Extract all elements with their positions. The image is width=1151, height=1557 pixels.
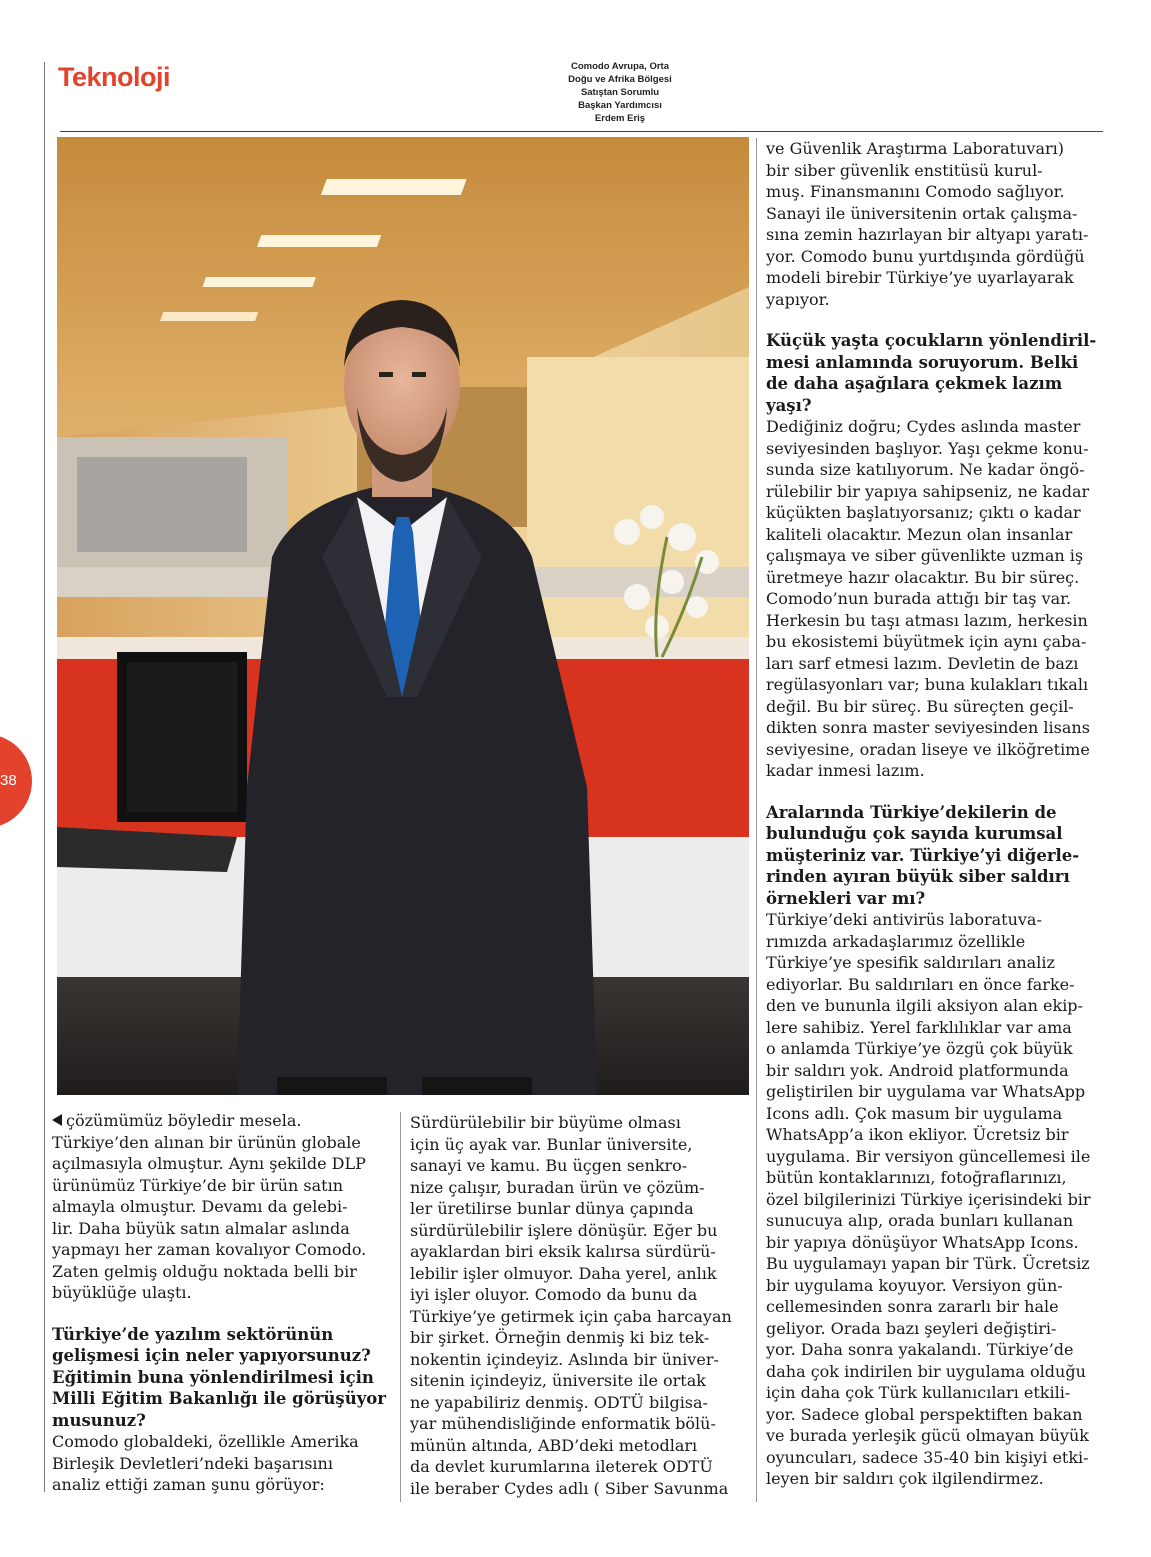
text-line: Herkesin bu taşı atması lazım, herkesin	[766, 610, 1088, 630]
caption-line: Başkan Yardımcısı	[578, 100, 662, 111]
text-line: daha çok indirilen bir uygulama olduğu	[766, 1361, 1086, 1381]
text-line: iyi işler oluyor. Comodo da bunu da	[410, 1285, 698, 1304]
continuation-arrow-icon	[52, 1114, 62, 1126]
text-line: modeli birebir Türkiye’ye uyarlayarak	[766, 268, 1074, 287]
photo-caption	[540, 60, 700, 125]
text-line: seviyesinden başlıyor. Yaşı çekme konu-	[766, 438, 1089, 458]
text-line: ve burada yerleşik gücü olmayan büyük	[766, 1426, 1089, 1445]
text-line: Sürdürülebilir bir büyüme olması	[410, 1113, 681, 1132]
text-line: regülasyonları var; buna kulakları tıkalı	[766, 675, 1089, 694]
text-line: sitenin içindeyiz, üniversite ile ortak	[410, 1371, 706, 1390]
caption-line: Comodo Avrupa, Orta	[571, 61, 669, 72]
text-line: bir saldırı yok. Android platformunda	[766, 1060, 1069, 1080]
text-line: kadar inmesi lazım.	[766, 761, 925, 780]
text-line: Bu uygulamayı yapan bir Türk. Ücretsiz	[766, 1254, 1090, 1273]
text-line: o anlamda Türkiye’ye özgü çok büyük	[766, 1039, 1073, 1058]
column-1	[52, 1110, 392, 1496]
text-line: ve Güvenlik Araştırma Laboratuvarı)	[766, 139, 1064, 158]
text-line: WhatsApp’a ikon ekliyor. Ücretsiz bir	[766, 1125, 1069, 1144]
text-line: rülebilir bir yapıya sahipseniz, ne kadar	[766, 481, 1090, 501]
left-margin-rule	[44, 62, 45, 1492]
text-line: Türkiye’deki antivirüs laboratuva-	[766, 910, 1042, 929]
section-title: Teknoloji	[58, 62, 171, 92]
text-line: Comodo’nun burada attığı bir taş var.	[766, 589, 1072, 608]
text-line: rinden ayıran büyük siber saldırı	[766, 867, 1070, 886]
text-line: ayaklardan biri eksik kalırsa sürdürü-	[410, 1242, 716, 1261]
page-number: 38	[0, 772, 17, 789]
text-line: Türkiye’den alınan bir ürünün globale	[52, 1132, 361, 1152]
text-line: dikten sonra master seviyesinden lisans	[766, 718, 1090, 737]
text-line: Icons adlı. Çok masum bir uygulama	[766, 1103, 1063, 1123]
text-line: müşteriniz var. Türkiye’yi diğerle-	[766, 845, 1080, 865]
text-line: çözümümüz böyledir mesela.	[66, 1111, 302, 1130]
caption-line: Satıştan Sorumlu	[580, 87, 660, 98]
text-line: sunucuya alıp, orada bunları kullanan	[766, 1211, 1074, 1230]
text-line: ile beraber Cydes adlı ( Siber Savunma	[410, 1478, 729, 1498]
text-line: yar mühendisliğinde enformatik bölü-	[410, 1414, 716, 1433]
text-line: üretmeye hazır olacaktır. Bu bir süreç.	[766, 567, 1080, 587]
text-line: Eğitimin buna yönlendirilmesi için	[52, 1367, 374, 1387]
text-line: özel bilgilerinizi Türkiye içerisindeki bir	[766, 1189, 1091, 1209]
caption-line: Erdem Eriş	[594, 113, 646, 124]
header-rule	[60, 131, 1103, 132]
text-line: ediyorlar. Bu saldırıları en önce farke-	[766, 974, 1075, 994]
paragraph	[766, 909, 1102, 1490]
text-line: yaşı?	[766, 395, 812, 415]
text-line: bir şirket. Örneğin denmiş ki biz tek-	[410, 1328, 710, 1347]
text-line: da devlet kurumlarına ileterek ODTÜ	[410, 1457, 713, 1476]
text-line: Birleşik Devletleri’ndeki başarısını	[52, 1453, 333, 1473]
interview-question	[52, 1324, 392, 1432]
caption-line: Doğu ve Afrika Bölgesi	[568, 74, 672, 85]
text-line: Türkiye’ye spesifik saldırıları analiz	[766, 953, 1055, 972]
text-line: gelişmesi için neler yapıyorsunuz?	[52, 1346, 371, 1365]
column-divider	[400, 1112, 401, 1502]
text-line: Comodo globaldeki, özellikle Amerika	[52, 1432, 359, 1451]
text-line: ları sarf etmesi lazım. Devletin de bazı	[766, 653, 1079, 673]
text-line: sına zemin hazırlayan bir altyapı yaratı-	[766, 225, 1089, 244]
text-line: Zaten gelmiş olduğu noktada belli bir	[52, 1261, 357, 1281]
text-line: lebilir işler olmuyor. Daha yerel, anlık	[410, 1263, 717, 1283]
text-line: cellemesinden sonra zararlı bir hale	[766, 1297, 1059, 1316]
text-line: bir uygulama koyuyor. Versiyon gün-	[766, 1275, 1063, 1295]
text-line: de daha aşağılara çekmek lazım	[766, 374, 1063, 393]
text-line: Türkiye’ye getirmek için çaba harcayan	[410, 1306, 732, 1326]
text-line: bir siber güvenlik enstitüsü kurul-	[766, 160, 1043, 180]
text-line: almayla olmuştur. Devamı da gelebi-	[52, 1197, 348, 1216]
text-line: yor. Daha sonra yakalandı. Türkiye’de	[766, 1340, 1074, 1359]
text-line: geliştirilen bir uygulama var WhatsApp	[766, 1082, 1086, 1101]
text-line: Dediğiniz doğru; Cydes aslında master	[766, 417, 1081, 436]
paragraph	[52, 1431, 392, 1496]
text-line: örnekleri var mı?	[766, 888, 926, 908]
text-line: bulunduğu çok sayıda kurumsal	[766, 824, 1063, 843]
text-line: muş. Finansmanını Comodo sağlıyor.	[766, 182, 1065, 201]
text-line: açılmasıyla olmuştur. Aynı şekilde DLP	[52, 1154, 366, 1173]
text-line: Aralarında Türkiye’dekilerin de	[766, 802, 1057, 822]
text-line: değil. Bu bir süreç. Bu süreçten geçil-	[766, 696, 1074, 716]
text-line: yor. Sadece global perspektiften bakan	[766, 1404, 1083, 1424]
text-line: bir yapıya dönüşüyor WhatsApp Icons.	[766, 1232, 1079, 1252]
text-line: ler üretilirse bunlar dünya çapında	[410, 1199, 694, 1218]
paragraph	[410, 1112, 740, 1499]
text-line: bu ekosistemi büyütmek için aynı çaba-	[766, 632, 1087, 651]
text-line: yor. Comodo bunu yurtdışında gördüğü	[766, 246, 1085, 266]
text-line: için üç ayak var. Bunlar üniversite,	[410, 1134, 693, 1154]
portrait-photo	[57, 137, 749, 1095]
paragraph	[766, 138, 1102, 310]
text-line: musunuz?	[52, 1410, 146, 1430]
text-line: ürünümüz Türkiye’de bir ürün satın	[52, 1175, 344, 1195]
text-line: den ve bununla ilgili aksiyon alan ekip-	[766, 996, 1083, 1015]
text-line: büyüklüğe ulaştı.	[52, 1283, 192, 1302]
text-line: oyuncuları, sadece 35-40 bin kişiyi etki-	[766, 1447, 1089, 1467]
text-line: lere sahibiz. Yerel farklılıklar var ama	[766, 1017, 1072, 1037]
paragraph	[766, 416, 1102, 782]
column-divider	[756, 138, 757, 1502]
text-line: geliyor. Orada bazı şeyleri değiştiri-	[766, 1318, 1057, 1338]
text-line: münün altında, ABD’deki metodları	[410, 1435, 698, 1455]
text-line: bütün kontaklarınızı, fotoğraflarınızı,	[766, 1168, 1067, 1187]
column-2	[410, 1112, 740, 1499]
text-line: uygulama. Bir versiyon güncellemesi ile	[766, 1146, 1091, 1166]
text-line: lir. Daha büyük satın almalar aslında	[52, 1218, 350, 1238]
interview-question	[766, 330, 1102, 416]
text-line: sunda size katılıyorum. Ne kadar öngö-	[766, 460, 1085, 479]
text-line: sürdürülebilir işlere dönüşür. Eğer bu	[410, 1220, 718, 1240]
text-line: nize çalışır, buradan ürün ve çözüm-	[410, 1177, 705, 1197]
text-line: kaliteli olacaktır. Mezun olan insanlar	[766, 524, 1073, 544]
text-line: küçükten başlatıyorsanız; çıktı o kadar	[766, 503, 1081, 522]
text-line: Türkiye’de yazılım sektörünün	[52, 1324, 334, 1344]
text-line: Milli Eğitim Bakanlığı ile görüşüyor	[52, 1389, 386, 1408]
text-line: rımızda arkadaşlarımız özellikle	[766, 931, 1026, 951]
text-line: yapıyor.	[766, 289, 830, 309]
text-line: analiz ettiği zaman şunu görüyor:	[52, 1475, 325, 1494]
text-line: leyen bir saldırı çok ilgilendirmez.	[766, 1469, 1044, 1488]
text-line: Küçük yaşta çocukların yönlendiril-	[766, 331, 1097, 350]
text-line: ne yapabiliriz denmiş. ODTÜ bilgisa-	[410, 1392, 708, 1412]
column-3	[766, 138, 1102, 1490]
interview-question	[766, 802, 1102, 910]
paragraph	[52, 1110, 392, 1304]
text-line: Sanayi ile üniversitenin ortak çalışma-	[766, 203, 1078, 223]
text-line: seviyesine, oradan liseye ve ilköğretime	[766, 739, 1090, 759]
text-line: yapmayı her zaman kovalıyor Comodo.	[52, 1240, 367, 1259]
text-line: nokentin içindeyiz. Aslında bir üniver-	[410, 1349, 719, 1369]
text-line: çalışmaya ve siber güvenlikte uzman iş	[766, 546, 1084, 565]
text-line: için daha çok Türk kullanıcıları etkili-	[766, 1383, 1071, 1402]
text-line: mesi anlamında soruyorum. Belki	[766, 352, 1079, 372]
text-line: sanayi ve kamu. Bu üçgen senkro-	[410, 1156, 688, 1175]
